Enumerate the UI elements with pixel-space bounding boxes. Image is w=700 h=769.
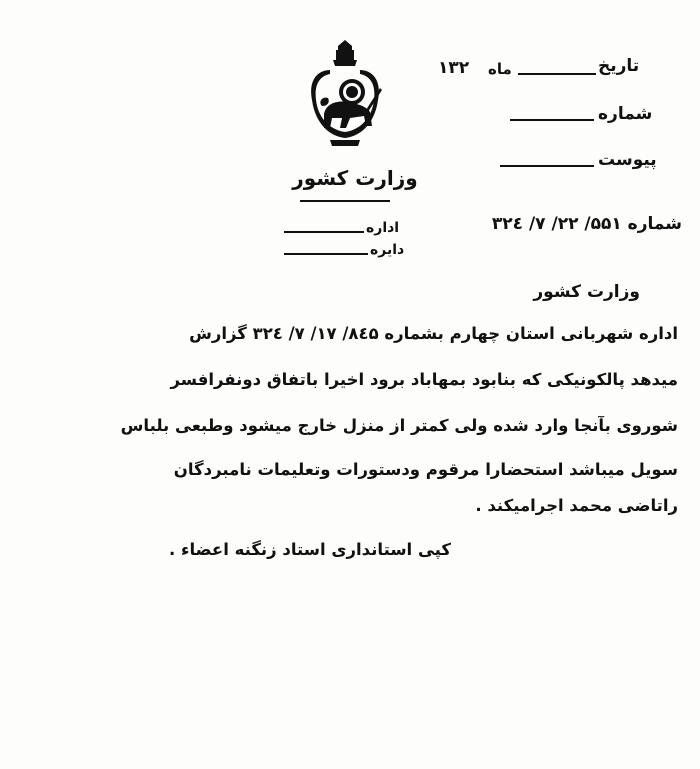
number-line bbox=[510, 119, 594, 121]
number-label: شماره bbox=[598, 104, 653, 124]
date-day-line bbox=[518, 73, 596, 75]
section-label: دایره bbox=[370, 242, 405, 258]
attachment-label: پیوست bbox=[598, 150, 657, 170]
office-label: اداره bbox=[366, 220, 400, 236]
attachment-line bbox=[500, 165, 594, 167]
date-label: تاریخ bbox=[598, 56, 640, 76]
body-line-2: میدهد پالکونیکی که بنابود بمهاباد برود اخیرا باتفاق دونفرافسر bbox=[170, 370, 678, 389]
ministry-heading: وزارت کشور bbox=[292, 166, 418, 190]
body-line-4: سویل میباشد استحضارا مرقوم ودستورات وتعلیمات نامبردگان bbox=[173, 460, 678, 479]
office-line bbox=[284, 231, 364, 233]
date-year: ۱۳۲ bbox=[438, 58, 470, 78]
body-line-5: راتاضی محمد اجرامیکند . bbox=[475, 496, 678, 515]
reference-number: شماره ۵۵۱/ ۲۲/ ۷/ ۳۲٤ bbox=[491, 214, 682, 234]
body-line-3: شوروی بآنجا وارد شده ولی کمتر از منزل خارج میشود وطبعی بلباس bbox=[120, 416, 678, 435]
date-month-label: ماه bbox=[488, 60, 512, 78]
section-line bbox=[284, 253, 368, 255]
heading-divider bbox=[300, 200, 390, 202]
body-line-1: اداره شهربانی استان چهارم بشماره ۸٤۵/ ۱۷/ ۷/ ۳۲٤ گزارش bbox=[189, 324, 678, 343]
addressee: وزارت کشور bbox=[533, 282, 640, 302]
copy-recipients: کپی استانداری استاد زنگنه اعضاء . bbox=[169, 540, 451, 559]
lion-and-sun-emblem-icon bbox=[300, 40, 390, 150]
